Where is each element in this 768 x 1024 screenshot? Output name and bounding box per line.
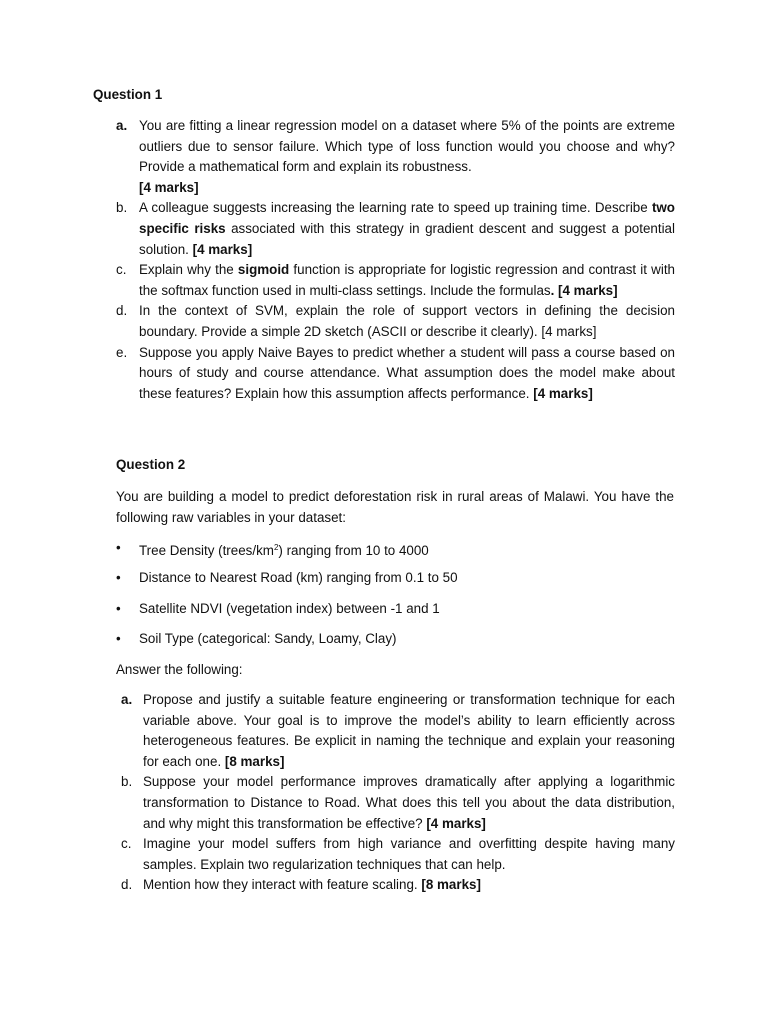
item-marks: [4 marks]: [426, 815, 486, 831]
item-emphasis: sigmoid: [237, 262, 290, 278]
question-1-heading: Question 1: [93, 87, 163, 102]
item-label: d.: [121, 877, 133, 893]
item-marks: [4 marks]: [192, 241, 253, 257]
item-text: Suppose you apply Naive Bayes to predict whether a student will pass a course based on hours of study and course attendance. What assumption does the model make about these features? Explain how this assumption affects performance.: [139, 344, 675, 401]
item-label: e.: [116, 344, 128, 360]
item-text: Explain why the: [139, 262, 238, 278]
item-label: a.: [121, 692, 133, 707]
bullet-icon: •: [116, 630, 121, 646]
question-1-item-d: [116, 301, 675, 342]
item-text-cont: function is appropriate for logistic regression and contrast it with the softmax function used in multi-class settings. Include the formulas: [139, 262, 675, 298]
item-label: d.: [116, 303, 128, 319]
item-text: Imagine your model suffers from high variance and overfitting despite having many samples. Explain two regularization techniques that can help.: [143, 836, 675, 872]
item-marks: [4 marks]: [533, 385, 593, 401]
question-2-heading: Question 2: [116, 457, 186, 472]
item-text: A colleague suggests increasing the learning rate to speed up training time. Describe: [139, 200, 652, 216]
item-marks: [8 marks]: [421, 877, 481, 893]
question-1-item-a: [116, 116, 675, 198]
question-2-item-d: [121, 875, 675, 896]
item-label: c.: [116, 262, 127, 278]
bullet-icon: •: [116, 540, 121, 555]
bullet-icon: •: [116, 600, 121, 616]
question-2-item-c: [121, 834, 675, 875]
item-text-cont: associated with this strategy in gradient descent and suggest a potential solution.: [139, 220, 675, 257]
variable-item: [116, 629, 676, 659]
item-label: a.: [116, 118, 128, 133]
question-1-item-c: [116, 260, 675, 301]
item-marks: [8 marks]: [224, 753, 285, 769]
bullet-icon: •: [116, 570, 121, 586]
variable-text: Soil Type (categorical: Sandy, Loamy, Clay): [139, 630, 397, 646]
item-label: c.: [121, 836, 132, 852]
item-text: You are fitting a linear regression model on a dataset where 5% of the points are extreme outliers due to sensor failure. Which type of loss function would you choose and why? Provide a mathematical form and explain its robustness.: [139, 118, 675, 175]
variable-text: Distance to Nearest Road (km) ranging from 0.1 to 50: [139, 570, 458, 586]
variable-text: Tree Density (trees/km: [139, 543, 274, 558]
variable-text-cont: ) ranging from 10 to 4000: [278, 543, 429, 558]
question-2-item-b: [121, 772, 675, 834]
variables-list: [116, 538, 676, 659]
variable-item: [116, 538, 676, 568]
variable-item: [116, 599, 676, 629]
variable-text: Satellite NDVI (vegetation index) between -1 and 1: [139, 600, 440, 616]
question-1-list: [116, 116, 675, 404]
superscript: 2: [273, 543, 279, 552]
question-2-list: [121, 690, 675, 896]
item-text: Propose and justify a suitable feature engineering or transformation technique for each variable above. Your goal is to improve the model’s ability to learn efficiently across heterogeneous features. Be explicit in naming the technique and explain your reasoning for each one.: [143, 692, 675, 769]
variable-item: [116, 568, 676, 598]
item-label: b.: [121, 774, 133, 790]
question-1-item-b: [116, 198, 675, 260]
item-label: b.: [116, 200, 128, 216]
question-2-intro: You are building a model to predict deforestation risk in rural areas of Malawi. You have the following raw variables in your dataset:: [116, 489, 674, 525]
item-text: Suppose your model performance improves dramatically after applying a logarithmic transformation to Distance to Road. What does this tell you about the data distribution, and why might this transformation be effective?: [143, 774, 675, 831]
item-marks: . [4 marks]: [550, 282, 618, 298]
item-text: In the context of SVM, explain the role of support vectors in defining the decision boundary. Provide a simple 2D sketch (ASCII or describe it clearly). [4 marks]: [139, 303, 675, 339]
item-emphasis: two specific risks: [139, 200, 675, 236]
item-marks: [4 marks]: [139, 179, 199, 195]
answer-prompt: Answer the following:: [116, 662, 243, 677]
question-1-item-e: [116, 343, 675, 405]
item-text: Mention how they interact with feature scaling.: [143, 877, 422, 893]
question-2-item-a: [121, 690, 675, 772]
